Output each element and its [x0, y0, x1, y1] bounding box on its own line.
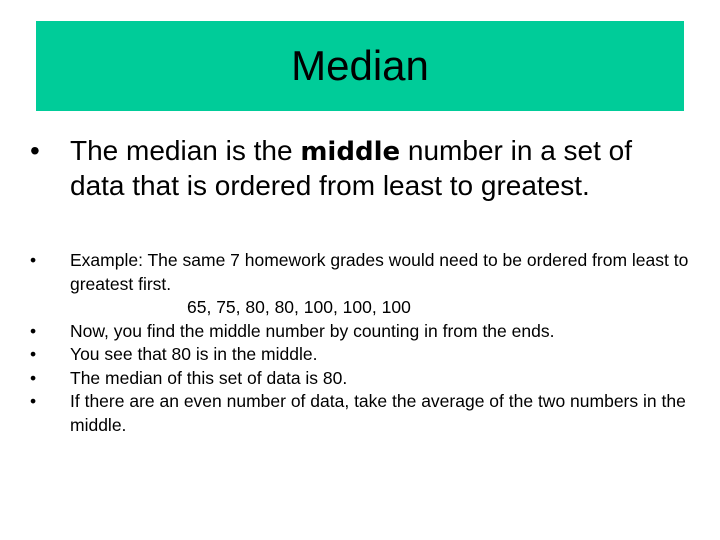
- sub-bullet-text: If there are an even number of data, take the average of the two numbers in the middle.: [70, 391, 686, 435]
- sub-bullet-list: [30, 249, 690, 437]
- example-values: 65, 75, 80, 80, 100, 100, 100: [187, 297, 411, 317]
- sub-bullet-even-count: [30, 390, 690, 437]
- sub-bullet-find-middle: [30, 320, 690, 344]
- bullet-marker: •: [30, 367, 37, 388]
- bullet-marker: •: [30, 135, 40, 166]
- sub-bullet-median-result: [30, 367, 690, 391]
- bullet-marker: •: [30, 391, 37, 411]
- main-bullet: [30, 134, 690, 203]
- bullet-marker: •: [30, 250, 37, 270]
- main-bullet-emphasis: middle: [300, 137, 401, 167]
- bullet-marker: •: [30, 344, 37, 364]
- main-bullet-text: [70, 134, 690, 203]
- main-bullet-text-before: The median is the: [70, 135, 301, 166]
- sub-bullet-example: [30, 249, 690, 320]
- main-bullet-text-after: number in a set of data that is ordered from least to greatest.: [70, 135, 633, 201]
- sub-bullet-text: The median of this set of data is 80.: [70, 367, 348, 388]
- title-bar: [36, 21, 684, 111]
- sub-bullet-text: Now, you find the middle number by counting in from the ends.: [70, 320, 555, 341]
- bullet-marker: •: [30, 320, 37, 341]
- slide-title: Median: [291, 42, 429, 89]
- sub-bullet-text: You see that 80 is in the middle.: [70, 344, 318, 364]
- sub-bullet-middle-value: [30, 343, 690, 367]
- sub-bullet-text: Example: The same 7 homework grades would need to be ordered from least to greatest first.: [70, 250, 689, 294]
